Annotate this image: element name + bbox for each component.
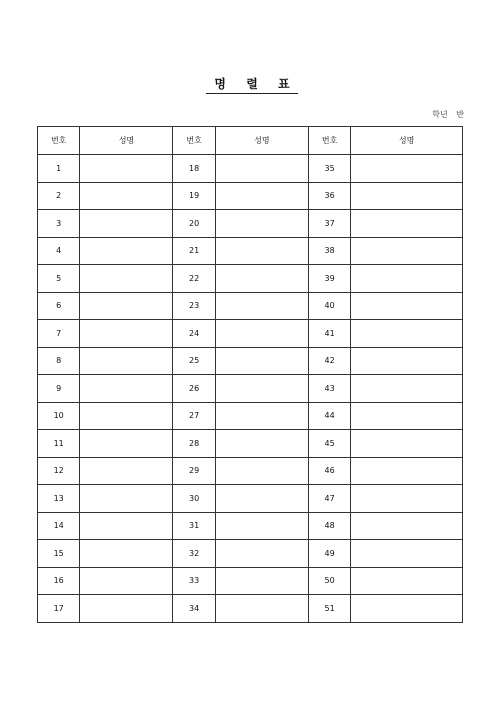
student-name-cell[interactable] bbox=[215, 347, 308, 375]
header-name-1: 성명 bbox=[80, 127, 173, 155]
student-name-cell[interactable] bbox=[80, 485, 173, 513]
student-number-cell: 19 bbox=[173, 182, 215, 210]
table-row bbox=[38, 402, 463, 430]
student-name-cell[interactable] bbox=[351, 485, 463, 513]
student-name-cell[interactable] bbox=[215, 155, 308, 183]
header-number-3: 번호 bbox=[308, 127, 350, 155]
student-number-cell: 13 bbox=[38, 485, 80, 513]
student-number-cell: 27 bbox=[173, 402, 215, 430]
header-number-1: 번호 bbox=[38, 127, 80, 155]
student-name-cell[interactable] bbox=[80, 402, 173, 430]
student-name-cell[interactable] bbox=[351, 347, 463, 375]
student-name-cell[interactable] bbox=[80, 182, 173, 210]
student-number-cell: 11 bbox=[38, 430, 80, 458]
table-row bbox=[38, 375, 463, 403]
student-number-cell: 4 bbox=[38, 237, 80, 265]
student-number-cell: 17 bbox=[38, 595, 80, 623]
table-row bbox=[38, 567, 463, 595]
student-number-cell: 5 bbox=[38, 265, 80, 293]
student-name-cell[interactable] bbox=[215, 567, 308, 595]
table-row bbox=[38, 457, 463, 485]
student-name-cell[interactable] bbox=[215, 265, 308, 293]
page-title-text: 명 렬 표 bbox=[206, 76, 297, 94]
student-name-cell[interactable] bbox=[351, 457, 463, 485]
student-name-cell[interactable] bbox=[80, 430, 173, 458]
student-number-cell: 6 bbox=[38, 292, 80, 320]
student-name-cell[interactable] bbox=[215, 485, 308, 513]
student-name-cell[interactable] bbox=[351, 375, 463, 403]
student-number-cell: 45 bbox=[308, 430, 350, 458]
student-name-cell[interactable] bbox=[215, 237, 308, 265]
student-name-cell[interactable] bbox=[215, 292, 308, 320]
student-name-cell[interactable] bbox=[351, 237, 463, 265]
student-number-cell: 1 bbox=[38, 155, 80, 183]
student-number-cell: 26 bbox=[173, 375, 215, 403]
student-name-cell[interactable] bbox=[80, 210, 173, 238]
roster-table bbox=[37, 126, 463, 623]
student-name-cell[interactable] bbox=[80, 292, 173, 320]
table-row bbox=[38, 347, 463, 375]
student-name-cell[interactable] bbox=[80, 265, 173, 293]
table-row bbox=[38, 430, 463, 458]
student-name-cell[interactable] bbox=[351, 320, 463, 348]
table-row bbox=[38, 210, 463, 238]
student-name-cell[interactable] bbox=[215, 210, 308, 238]
student-number-cell: 50 bbox=[308, 567, 350, 595]
table-row bbox=[38, 595, 463, 623]
student-number-cell: 25 bbox=[173, 347, 215, 375]
student-name-cell[interactable] bbox=[215, 402, 308, 430]
table-row bbox=[38, 512, 463, 540]
student-number-cell: 51 bbox=[308, 595, 350, 623]
student-number-cell: 23 bbox=[173, 292, 215, 320]
student-number-cell: 29 bbox=[173, 457, 215, 485]
student-number-cell: 7 bbox=[38, 320, 80, 348]
table-row bbox=[38, 155, 463, 183]
student-number-cell: 38 bbox=[308, 237, 350, 265]
student-number-cell: 48 bbox=[308, 512, 350, 540]
student-number-cell: 21 bbox=[173, 237, 215, 265]
table-row bbox=[38, 485, 463, 513]
student-number-cell: 37 bbox=[308, 210, 350, 238]
student-number-cell: 20 bbox=[173, 210, 215, 238]
table-row bbox=[38, 540, 463, 568]
student-number-cell: 28 bbox=[173, 430, 215, 458]
page-title bbox=[0, 76, 504, 94]
student-name-cell[interactable] bbox=[80, 567, 173, 595]
student-number-cell: 49 bbox=[308, 540, 350, 568]
student-number-cell: 40 bbox=[308, 292, 350, 320]
student-name-cell[interactable] bbox=[80, 512, 173, 540]
header-number-2: 번호 bbox=[173, 127, 215, 155]
student-number-cell: 43 bbox=[308, 375, 350, 403]
student-number-cell: 3 bbox=[38, 210, 80, 238]
student-name-cell[interactable] bbox=[351, 265, 463, 293]
student-name-cell[interactable] bbox=[351, 430, 463, 458]
table-row bbox=[38, 320, 463, 348]
student-name-cell[interactable] bbox=[80, 457, 173, 485]
student-number-cell: 32 bbox=[173, 540, 215, 568]
student-name-cell[interactable] bbox=[351, 540, 463, 568]
student-name-cell[interactable] bbox=[351, 155, 463, 183]
student-number-cell: 36 bbox=[308, 182, 350, 210]
student-number-cell: 16 bbox=[38, 567, 80, 595]
student-name-cell[interactable] bbox=[215, 430, 308, 458]
student-number-cell: 14 bbox=[38, 512, 80, 540]
student-number-cell: 35 bbox=[308, 155, 350, 183]
student-number-cell: 34 bbox=[173, 595, 215, 623]
student-number-cell: 22 bbox=[173, 265, 215, 293]
student-name-cell[interactable] bbox=[351, 402, 463, 430]
table-row bbox=[38, 292, 463, 320]
student-number-cell: 8 bbox=[38, 347, 80, 375]
student-name-cell[interactable] bbox=[351, 595, 463, 623]
student-number-cell: 2 bbox=[38, 182, 80, 210]
header-name-3: 성명 bbox=[351, 127, 463, 155]
student-number-cell: 15 bbox=[38, 540, 80, 568]
student-number-cell: 39 bbox=[308, 265, 350, 293]
student-name-cell[interactable] bbox=[215, 182, 308, 210]
student-number-cell: 18 bbox=[173, 155, 215, 183]
roster-body bbox=[38, 155, 463, 623]
student-number-cell: 12 bbox=[38, 457, 80, 485]
class-info: 학년 반 bbox=[432, 110, 464, 119]
student-number-cell: 24 bbox=[173, 320, 215, 348]
student-name-cell[interactable] bbox=[215, 375, 308, 403]
student-name-cell[interactable] bbox=[80, 595, 173, 623]
header-row bbox=[38, 127, 463, 155]
student-name-cell[interactable] bbox=[215, 457, 308, 485]
table-row bbox=[38, 182, 463, 210]
student-name-cell[interactable] bbox=[80, 375, 173, 403]
student-name-cell[interactable] bbox=[351, 210, 463, 238]
student-number-cell: 31 bbox=[173, 512, 215, 540]
student-number-cell: 44 bbox=[308, 402, 350, 430]
student-number-cell: 10 bbox=[38, 402, 80, 430]
student-name-cell[interactable] bbox=[80, 237, 173, 265]
student-name-cell[interactable] bbox=[80, 155, 173, 183]
student-name-cell[interactable] bbox=[351, 292, 463, 320]
student-number-cell: 30 bbox=[173, 485, 215, 513]
header-name-2: 성명 bbox=[215, 127, 308, 155]
student-number-cell: 46 bbox=[308, 457, 350, 485]
table-row bbox=[38, 237, 463, 265]
student-name-cell[interactable] bbox=[351, 512, 463, 540]
student-name-cell[interactable] bbox=[215, 595, 308, 623]
student-name-cell[interactable] bbox=[351, 182, 463, 210]
student-number-cell: 9 bbox=[38, 375, 80, 403]
student-name-cell[interactable] bbox=[80, 540, 173, 568]
student-number-cell: 41 bbox=[308, 320, 350, 348]
student-name-cell[interactable] bbox=[80, 320, 173, 348]
student-number-cell: 47 bbox=[308, 485, 350, 513]
student-name-cell[interactable] bbox=[80, 347, 173, 375]
student-name-cell[interactable] bbox=[215, 320, 308, 348]
student-number-cell: 33 bbox=[173, 567, 215, 595]
student-name-cell[interactable] bbox=[215, 540, 308, 568]
student-number-cell: 42 bbox=[308, 347, 350, 375]
student-name-cell[interactable] bbox=[215, 512, 308, 540]
table-row bbox=[38, 265, 463, 293]
student-name-cell[interactable] bbox=[351, 567, 463, 595]
